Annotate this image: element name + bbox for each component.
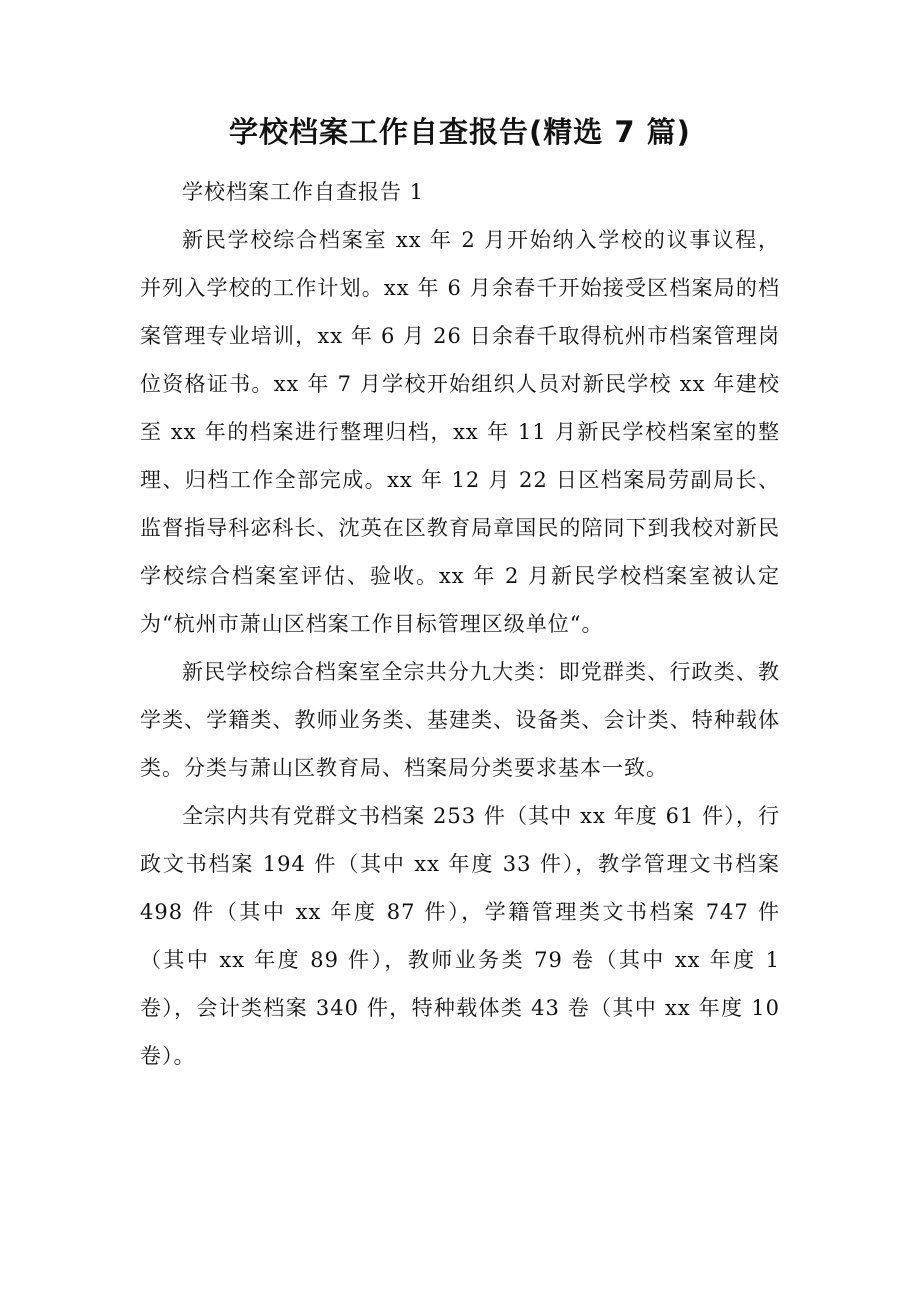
paragraph-categories: 新民学校综合档案室全宗共分九大类：即党群类、行政类、教学类、学籍类、教师业务类、基建类、设备类、会计类、特种载体类。分类与萧山区教育局、档案局分类要求基本一致。 (140, 660, 780, 780)
document-body (140, 168, 780, 1080)
paragraph-history: 新民学校综合档案室 xx 年 2 月开始纳入学校的议事议程，并列入学校的工作计划。xx 年 6 月余春千开始接受区档案局的档案管理专业培训，xx 年 6 月 26 日余春千取得杭州市档案管理岗位资格证书。xx 年 7 月学校开始组织人员对新民学校 xx 年建校至 xx 年的档案进行整理归档，xx 年 11 月新民学校档案室的整理、归档工作全部完成。xx 年 12 月 22 日区档案局劳副局长、监督指导科宓科长、沈英在区教育局章国民的陪同下到我校对新民学校综合档案室评估、验收。xx 年 2 月新民学校档案室被认定为“杭州市萧山区档案工作目标管理区级单位“。 (140, 228, 780, 636)
section-heading: 学校档案工作自查报告 1 (182, 180, 425, 204)
paragraph-inventory: 全宗内共有党群文书档案 253 件（其中 xx 年度 61 件），行政文书档案 194 件（其中 xx 年度 33 件），教学管理文书档案 498 件（其中 xx 年度 87 件），学籍管理类文书档案 747 件（其中 xx 年度 89 件），教师业务类 79 卷（其中 xx 年度 1 卷），会计类档案 340 件，特种载体类 43 卷（其中 xx 年度 10 卷）。 (140, 804, 780, 1068)
document-title: 学校档案工作自查报告(精选 7 篇) (229, 115, 691, 149)
